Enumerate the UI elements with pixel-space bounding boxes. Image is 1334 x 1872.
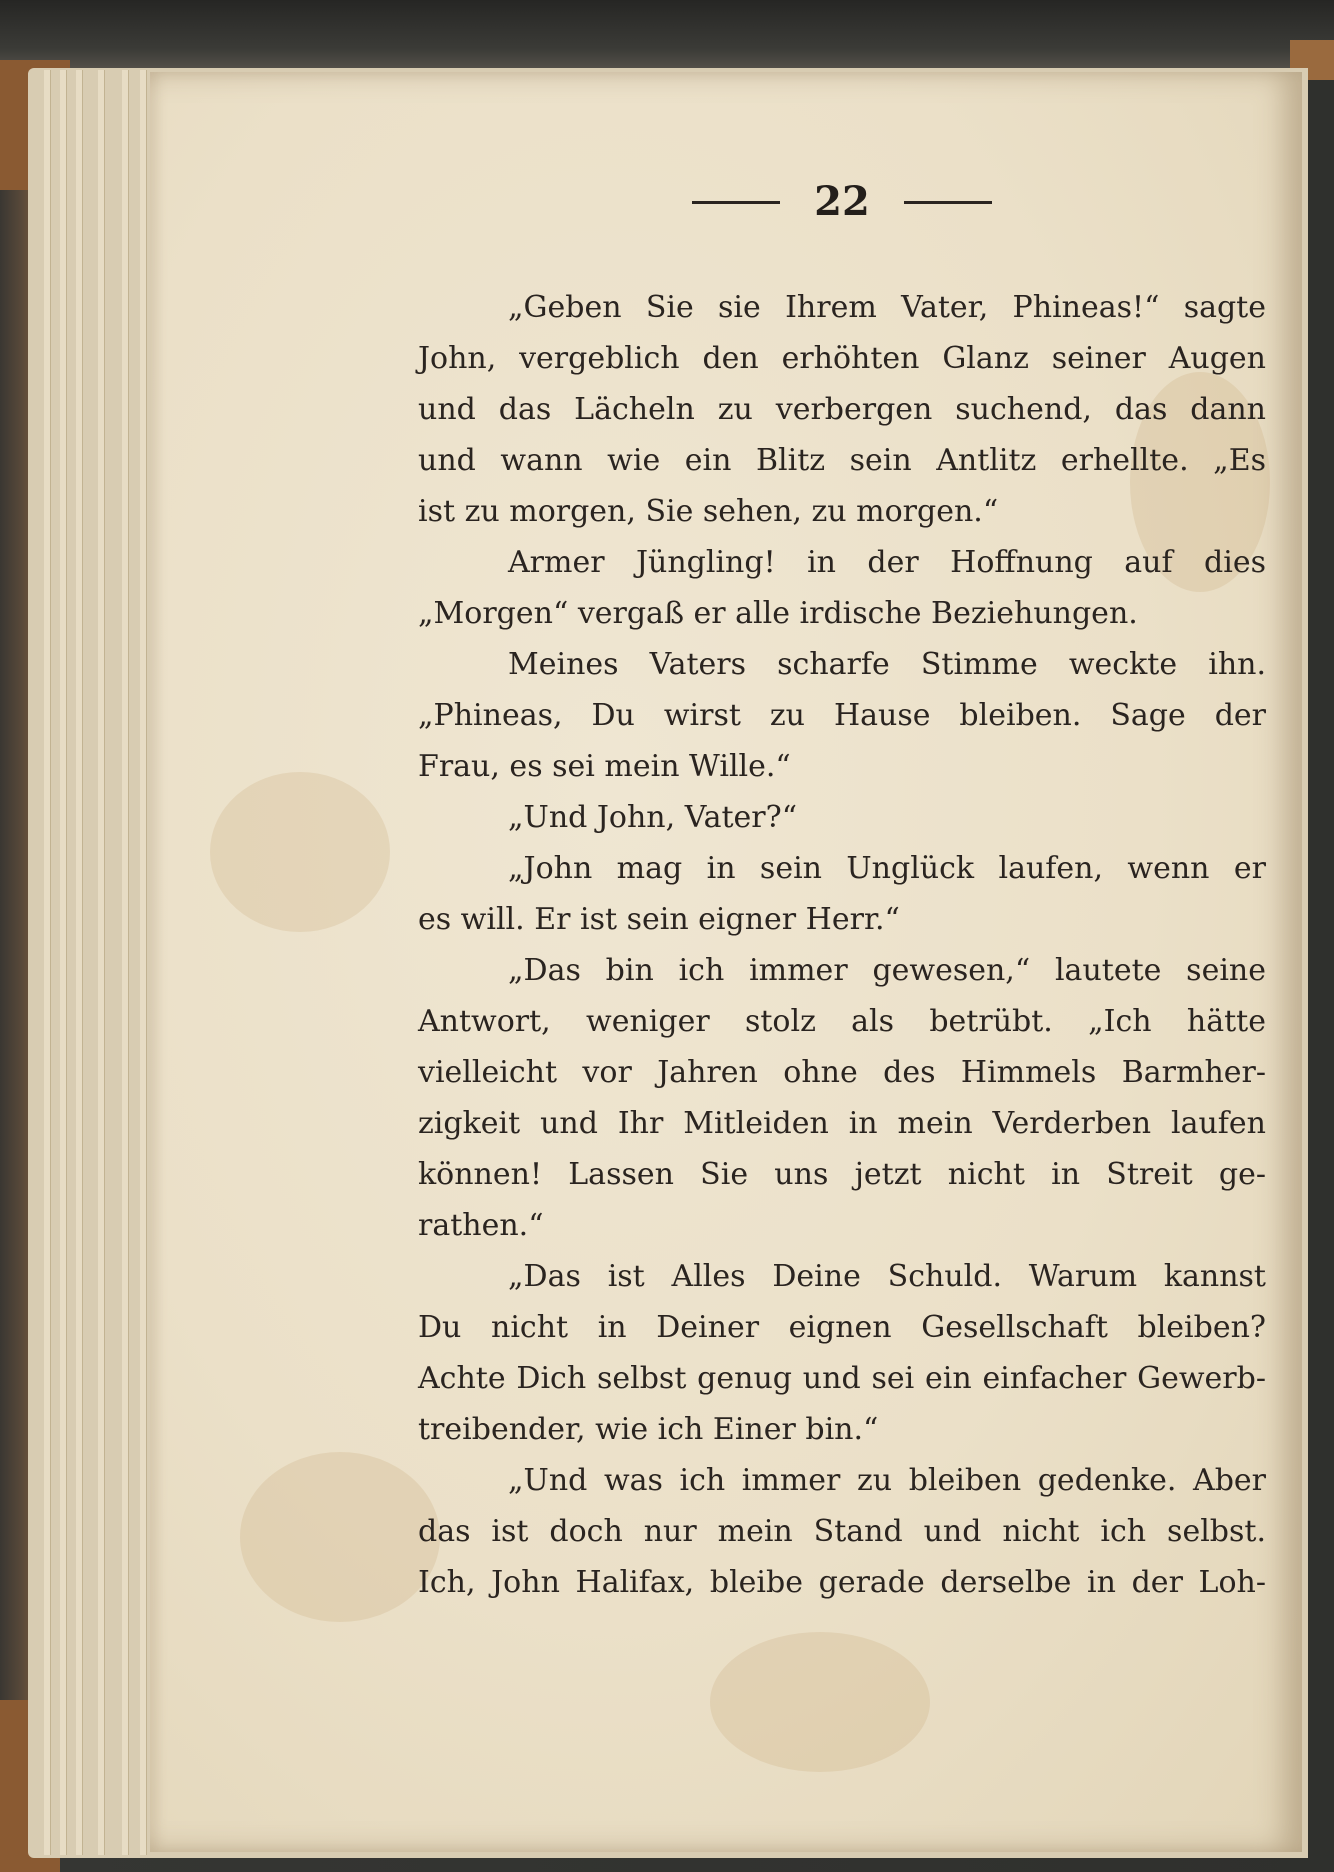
- page-edge: [76, 70, 83, 1855]
- page-header: [672, 172, 1012, 232]
- page-edge: [140, 70, 147, 1855]
- text-line: Antwort, weniger stolz als betrübt. „Ich hätte: [418, 1004, 1266, 1039]
- paper-stain: [210, 772, 390, 932]
- page-edge: [44, 70, 51, 1855]
- text-line: „Und John, Vater?“: [508, 800, 798, 835]
- text-line: John, vergeblich den erhöhten Glanz seiner Augen: [418, 341, 1266, 376]
- paper-stain: [240, 1452, 440, 1622]
- text-line: treibender, wie ich Einer bin.“: [418, 1412, 879, 1447]
- text-line: Armer Jüngling! in der Hoffnung auf dies: [508, 545, 1266, 580]
- text-line: es will. Er ist sein eigner Herr.“: [418, 902, 900, 937]
- text-line: ist zu morgen, Sie sehen, zu morgen.“: [418, 494, 999, 529]
- text-line: das ist doch nur mein Stand und nicht ich selbst.: [418, 1514, 1266, 1549]
- paper-stain: [710, 1632, 930, 1772]
- page-edge: [122, 70, 129, 1855]
- body-text: [418, 282, 1266, 1608]
- header-rule-right: [904, 201, 992, 204]
- text-line: „Geben Sie sie Ihrem Vater, Phineas!“ sagte: [508, 290, 1266, 325]
- text-line: Meines Vaters scharfe Stimme weckte ihn.: [508, 647, 1266, 682]
- cover-top-edge: [0, 0, 1334, 70]
- page-edge: [98, 70, 105, 1855]
- page-edge: [60, 70, 67, 1855]
- text-line: rathen.“: [418, 1208, 544, 1243]
- text-line: „Und was ich immer zu bleiben gedenke. Aber: [508, 1463, 1266, 1498]
- text-line: vielleicht vor Jahren ohne des Himmels Barmher-: [418, 1055, 1266, 1090]
- text-line: Ich, John Halifax, bleibe gerade derselbe in der Loh-: [418, 1565, 1266, 1600]
- text-line: Achte Dich selbst genug und sei ein einfacher Gewerb-: [418, 1361, 1266, 1396]
- text-line: zigkeit und Ihr Mitleiden in mein Verderben laufen: [418, 1106, 1266, 1141]
- text-line: „Das ist Alles Deine Schuld. Warum kannst: [508, 1259, 1266, 1294]
- text-line: Du nicht in Deiner eignen Gesellschaft bleiben?: [418, 1310, 1266, 1345]
- text-line: „Das bin ich immer gewesen,“ lautete seine: [508, 953, 1266, 988]
- text-line: „John mag in sein Unglück laufen, wenn er: [508, 851, 1266, 886]
- text-line: und das Lächeln zu verbergen suchend, das dann: [418, 392, 1266, 427]
- text-line: „Morgen“ vergaß er alle irdische Beziehungen.: [418, 596, 1138, 631]
- text-line: und wann wie ein Blitz sein Antlitz erhellte. „Es: [418, 443, 1266, 478]
- page-number: 22: [814, 178, 870, 225]
- text-line: „Phineas, Du wirst zu Hause bleiben. Sage der: [418, 698, 1266, 733]
- header-rule-left: [692, 201, 780, 204]
- text-line: Frau, es sei mein Wille.“: [418, 749, 791, 784]
- text-line: können! Lassen Sie uns jetzt nicht in Streit ge-: [418, 1157, 1266, 1192]
